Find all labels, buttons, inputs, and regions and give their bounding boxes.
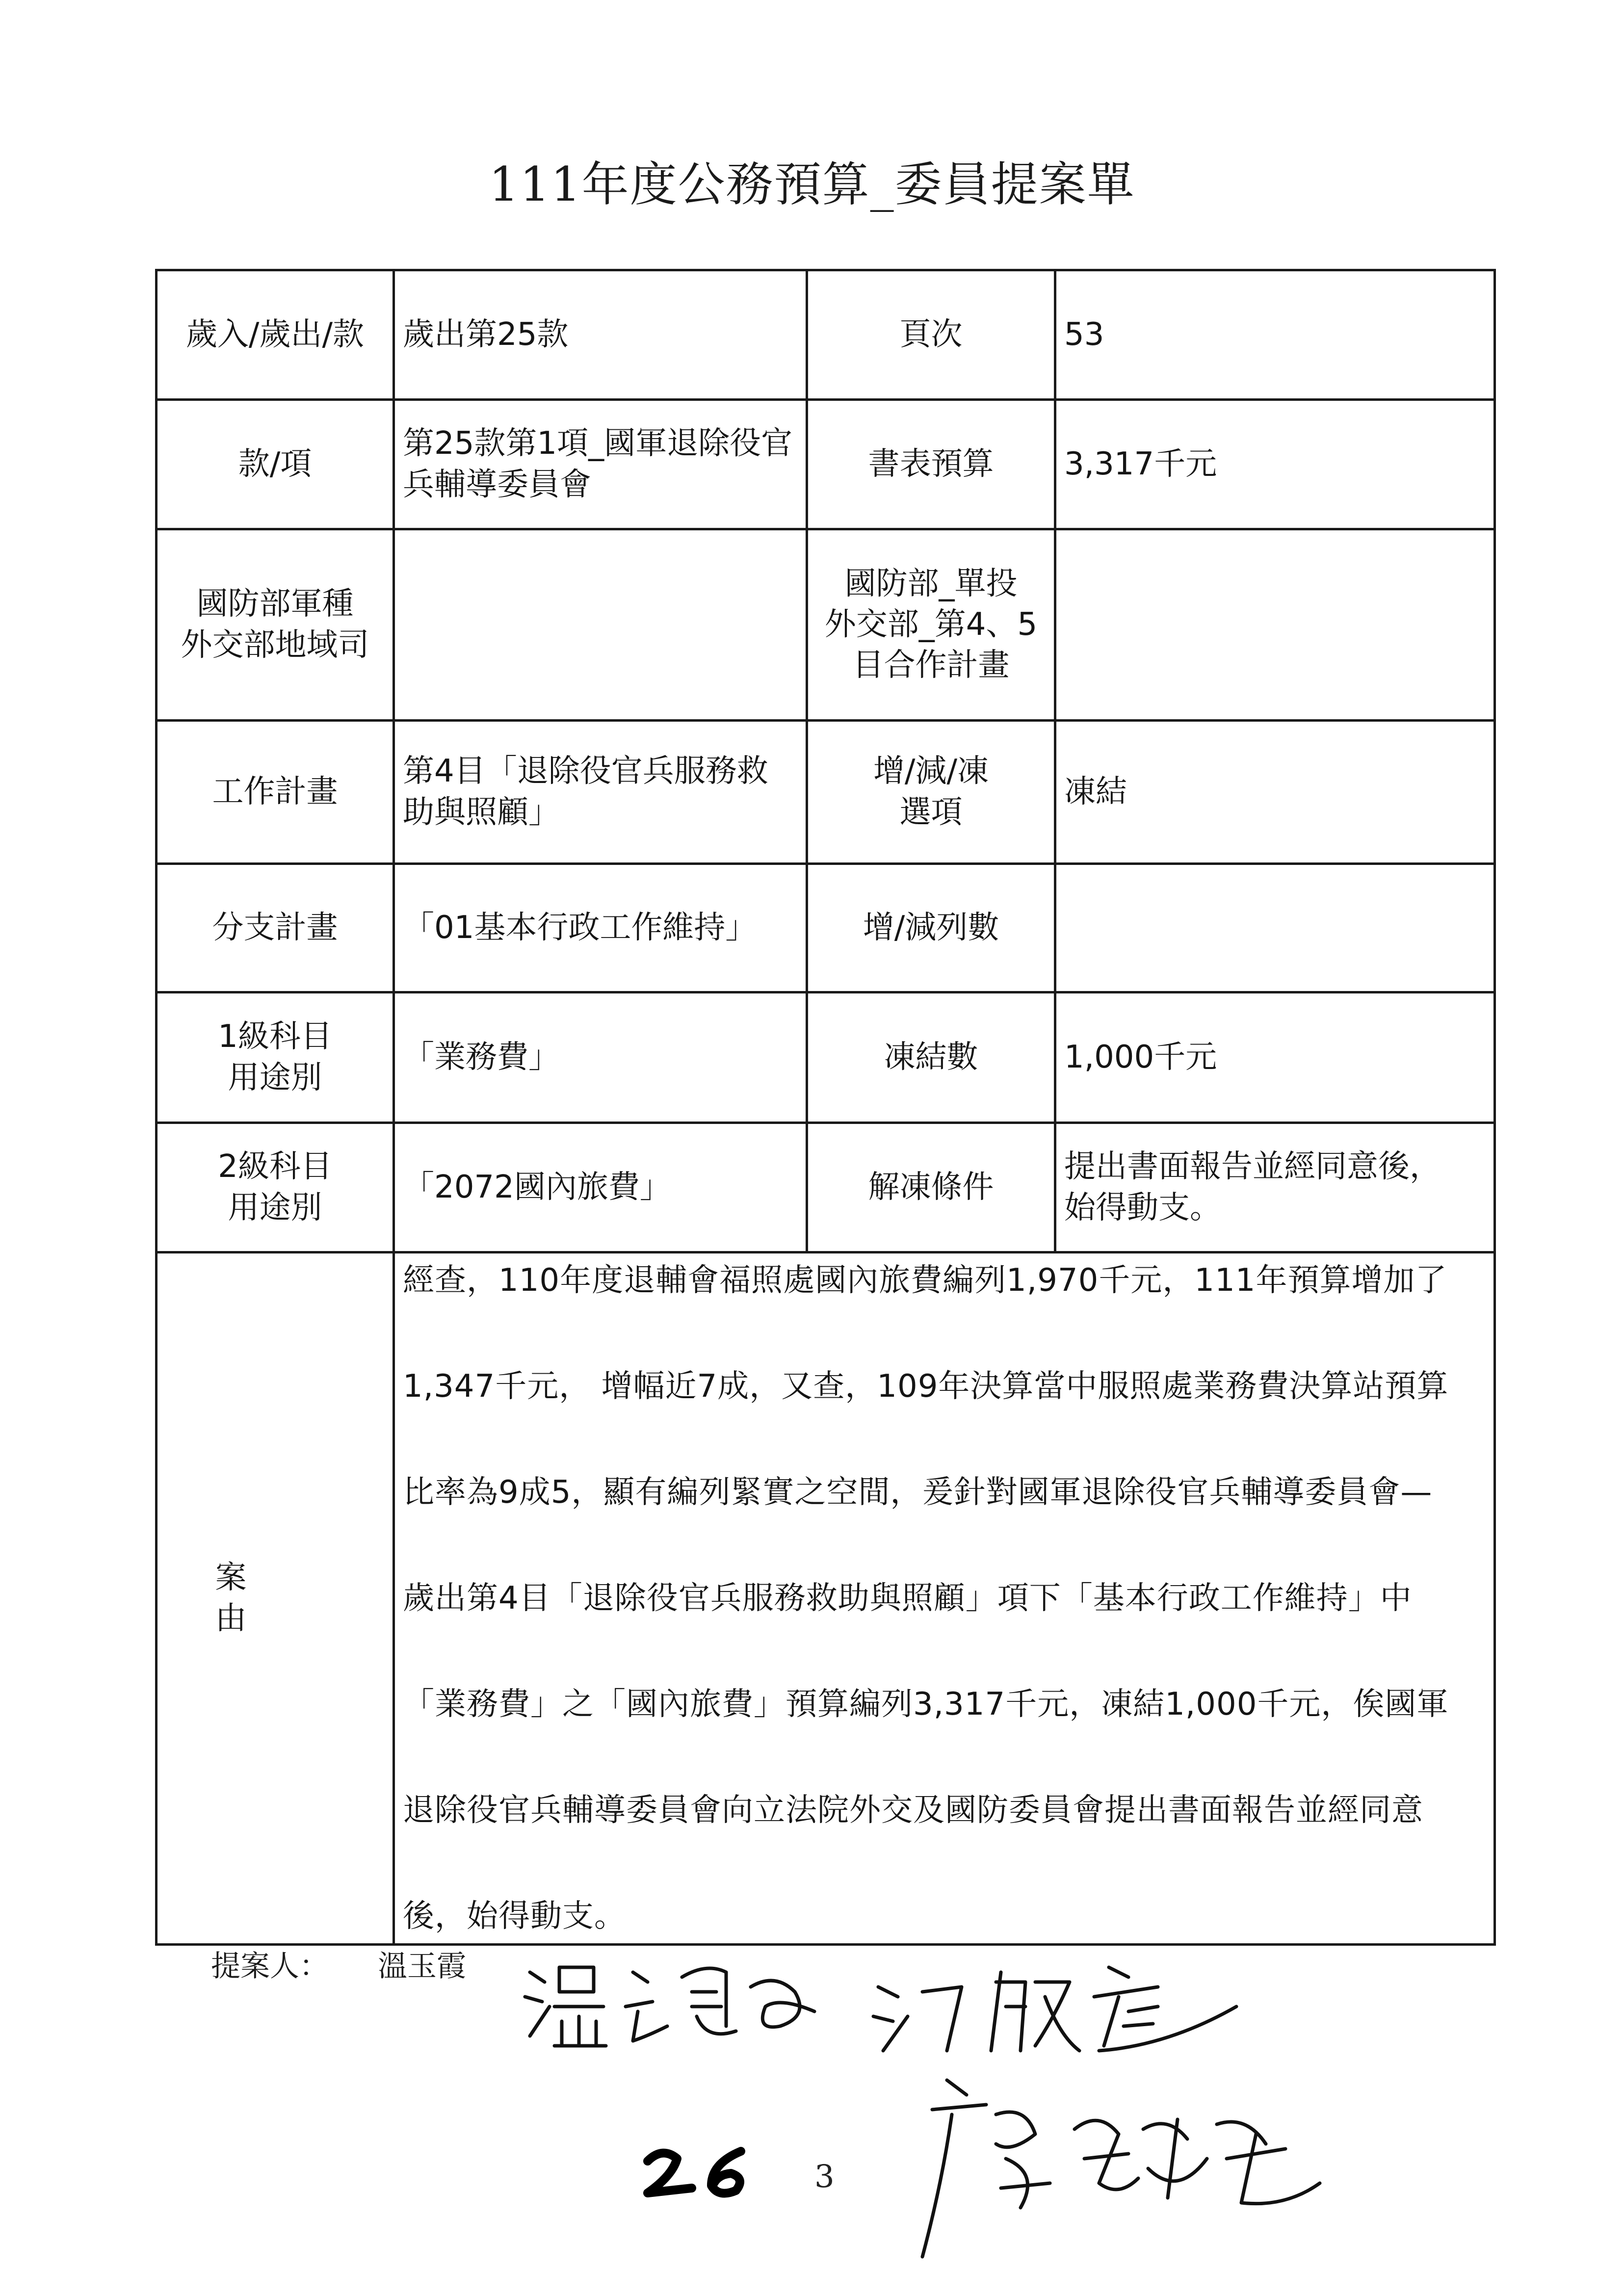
reason-text	[394, 1252, 1495, 1945]
label-cooperation-plan-line: 國防部_單投	[844, 565, 1018, 602]
value-adjust-option: 凍結	[1055, 721, 1495, 864]
document-title: 111年度公務預算_委員提案單	[489, 157, 1135, 212]
label-adjust-amount: 增/減列數	[807, 864, 1055, 992]
value-freeze-amount: 1,000千元	[1055, 992, 1495, 1123]
label-defense-foreign-line: 外交部地域司	[181, 626, 369, 663]
value-work-plan-line: 第4目「退除役官兵服務救	[403, 753, 768, 790]
label-book-budget: 書表預算	[807, 400, 1055, 529]
value-adjust-amount	[1055, 864, 1495, 992]
row-level1-category	[157, 992, 1495, 1123]
label-freeze-amount: 凍結數	[807, 992, 1055, 1123]
row-budget-type	[157, 270, 1495, 400]
label-level2-category-line: 2級科目	[218, 1148, 332, 1185]
label-cooperation-plan-line: 外交部_第4、5	[824, 606, 1038, 643]
row-defense-foreign	[157, 529, 1495, 721]
label-cooperation-plan	[807, 529, 1055, 721]
value-cooperation-plan	[1055, 529, 1495, 721]
row-reason	[157, 1252, 1495, 1945]
page-number: 3	[814, 2159, 835, 2195]
label-budget-type: 歲入/歲出/款	[157, 270, 394, 400]
label-cooperation-plan-line: 目合作計畫	[852, 647, 1010, 684]
value-level2-category: 「2072國內旅費」	[394, 1123, 807, 1252]
label-level1-category-line: 用途別	[228, 1059, 322, 1096]
row-section-item	[157, 400, 1495, 529]
value-work-plan-line: 助與照顧」	[403, 794, 560, 831]
value-unfreeze-condition-line: 提出書面報告並經同意後，	[1064, 1148, 1441, 1185]
label-level2-category	[157, 1123, 394, 1252]
label-adjust-option-line: 選項	[899, 794, 963, 831]
row-work-plan	[157, 721, 1495, 864]
reason-line: 歲出第4目「退除役官兵服務救助與照顧」項下「基本行政工作維持」中	[403, 1580, 1412, 1617]
label-work-plan: 工作計畫	[157, 721, 394, 864]
row-level2-category	[157, 1123, 1495, 1252]
label-defense-foreign	[157, 529, 394, 721]
reason-line: 後，始得動支。	[403, 1898, 626, 1934]
value-defense-foreign	[394, 529, 807, 721]
label-adjust-option-line: 增/減/凍	[873, 753, 989, 790]
value-section-item-line: 兵輔導委員會	[403, 466, 591, 503]
label-reason: 案由	[157, 1252, 394, 1945]
label-defense-foreign-line: 國防部軍種	[196, 586, 354, 623]
value-page: 53	[1055, 270, 1495, 400]
proposal-form-table	[155, 269, 1496, 1946]
label-adjust-option	[807, 721, 1055, 864]
label-level1-category	[157, 992, 394, 1123]
value-level1-category: 「業務費」	[394, 992, 807, 1123]
label-unfreeze-condition: 解凍條件	[807, 1123, 1055, 1252]
proposer-name: 溫玉霞	[378, 1949, 466, 1983]
signature-2	[864, 1953, 1246, 2065]
value-unfreeze-condition	[1055, 1123, 1495, 1252]
value-unfreeze-condition-line: 始得動支。	[1064, 1189, 1221, 1226]
value-book-budget: 3,317千元	[1055, 400, 1495, 529]
signature-1	[520, 1953, 824, 2051]
value-work-plan	[394, 721, 807, 864]
handwritten-number	[638, 2139, 765, 2203]
value-section-item-line: 第25款第1項_國軍退除役官	[403, 425, 793, 462]
reason-line: 「業務費」之「國內旅費」預算編列3,317千元，凍結1,000千元，俟國軍	[403, 1686, 1449, 1722]
reason-line: 退除役官兵輔導委員會向立法院外交及國防委員會提出書面報告並經同意	[403, 1792, 1423, 1828]
label-section-item: 款/項	[157, 400, 394, 529]
proposer-label: 提案人：	[211, 1949, 329, 1983]
signature-3	[913, 2061, 1335, 2267]
reason-line: 經查，110年度退輔會福照處國內旅費編列1,970千元，111年預算增加了	[403, 1262, 1447, 1299]
value-branch-plan: 「01基本行政工作維持」	[394, 864, 807, 992]
row-branch-plan	[157, 864, 1495, 992]
value-budget-type: 歲出第25款	[394, 270, 807, 400]
reason-line: 比率為9成5，顯有編列緊實之空間，爰針對國軍退除役官兵輔導委員會—	[403, 1474, 1433, 1511]
value-section-item	[394, 400, 807, 529]
label-branch-plan: 分支計畫	[157, 864, 394, 992]
label-page: 頁次	[807, 270, 1055, 400]
label-level1-category-line: 1級科目	[218, 1018, 332, 1055]
reason-line: 1,347千元， 增幅近7成，又查，109年決算當中服照處業務費決算站預算	[403, 1368, 1449, 1405]
label-level2-category-line: 用途別	[228, 1189, 322, 1226]
